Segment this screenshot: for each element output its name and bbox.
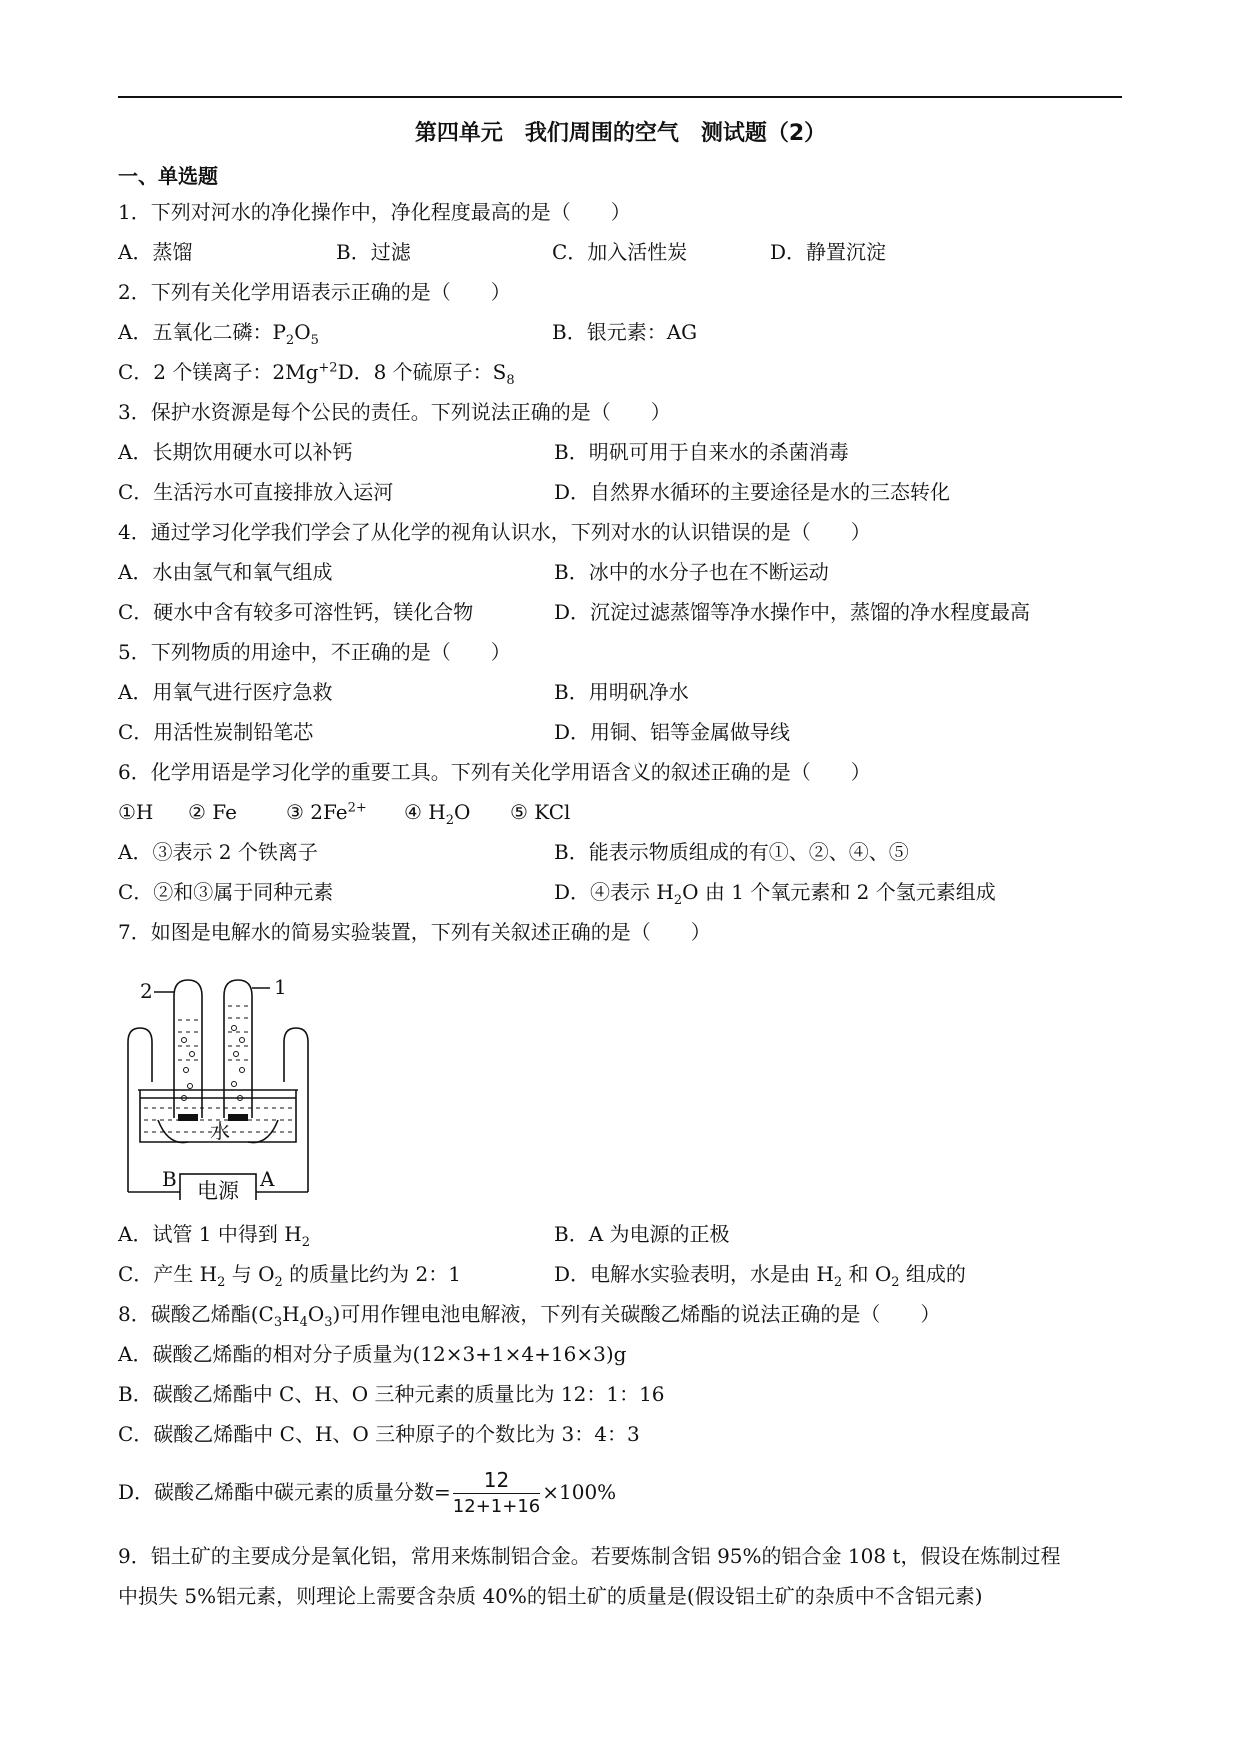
q2-option-a[interactable]: A．五氧化二磷：$P_2O_5$ <box>118 320 319 348</box>
q2-option-b[interactable]: B．银元素：AG <box>552 320 698 344</box>
q6-item-5: ⑤ KCl <box>510 800 571 824</box>
q6-item-3: ③ $2Fe^{2+}$ <box>286 800 367 824</box>
q8-option-b[interactable]: B．碳酸乙烯酯中 C、H、O 三种元素的质量比为 12：1：16 <box>118 1382 665 1406</box>
q5-option-d[interactable]: D．用铜、铝等金属做导线 <box>554 720 791 744</box>
label-tube-1: 1 <box>274 975 287 999</box>
q4-option-a[interactable]: A．水由氢气和氧气组成 <box>118 560 333 584</box>
section-heading: 一、单选题 <box>118 164 218 188</box>
q7-option-d[interactable]: D．电解水实验表明，水是由 $H_2$ 和 $O_2$ 组成的 <box>554 1262 966 1290</box>
q5-option-a[interactable]: A．用氧气进行医疗急救 <box>118 680 333 704</box>
q6-item-1: ①H <box>118 800 154 824</box>
q2-option-c[interactable]: C．2 个镁离子：$2Mg^{+2}$ <box>118 360 338 384</box>
q7-option-b[interactable]: B．A 为电源的正极 <box>554 1222 730 1246</box>
q8-option-a[interactable]: A．碳酸乙烯酯的相对分子质量为(12×3+1×4+16×3)g <box>118 1342 627 1366</box>
q6-option-b[interactable]: B．能表示物质组成的有①、②、④、⑤ <box>554 840 909 864</box>
header-rule <box>118 96 1122 98</box>
label-a: A <box>260 1167 275 1191</box>
label-power: 电源 <box>197 1179 239 1200</box>
q3-option-a[interactable]: A．长期饮用硬水可以补钙 <box>118 440 353 464</box>
q8-stem: 8．碳酸乙烯酯$(C_3H_4O_3)$可用作锂电池电解液，下列有关碳酸乙烯酯的说法正确的是（ ） <box>118 1302 941 1330</box>
q1-option-d[interactable]: D．静置沉淀 <box>770 240 887 264</box>
q6-stem: 6．化学用语是学习化学的重要工具。下列有关化学用语含义的叙述正确的是（ ） <box>118 760 871 784</box>
q3-option-d[interactable]: D．自然界水循环的主要途径是水的三态转化 <box>554 480 951 504</box>
q9-stem-line-1: 9．铝土矿的主要成分是氧化铝，常用来炼制铝合金。若要炼制含铝 95%的铝合金 108 t，假设在炼制过程 <box>118 1544 1061 1568</box>
label-b: B <box>162 1167 177 1191</box>
q2-stem: 2．下列有关化学用语表示正确的是（ ） <box>118 280 511 304</box>
q4-option-b[interactable]: B．冰中的水分子也在不断运动 <box>554 560 829 584</box>
q8-option-d[interactable]: D．碳酸乙烯酯中碳元素的质量分数= $\frac{12}{12+1+16}$ ×100% <box>118 1462 616 1522</box>
label-tube-2: 2 <box>140 979 153 1003</box>
q5-option-b[interactable]: B．用明矾净水 <box>554 680 689 704</box>
label-water: 水 <box>210 1119 230 1143</box>
q6-option-c[interactable]: C．②和③属于同种元素 <box>118 880 334 904</box>
q1-stem: 1．下列对河水的净化操作中，净化程度最高的是（ ） <box>118 200 631 224</box>
q4-option-d[interactable]: D．沉淀过滤蒸馏等净水操作中，蒸馏的净水程度最高 <box>554 600 1031 624</box>
q6-option-d[interactable]: D．④表示 $H_2O$ 由 1 个氧元素和 2 个氢元素组成 <box>554 880 996 908</box>
q1-option-c[interactable]: C．加入活性炭 <box>552 240 688 264</box>
q2-option-d[interactable]: D．8 个硫原子：$S_8$ <box>337 360 515 388</box>
q7-stem: 7．如图是电解水的简易实验装置，下列有关叙述正确的是（ ） <box>118 920 711 944</box>
q7-option-a[interactable]: A．试管 1 中得到 $H_2$ <box>118 1222 310 1250</box>
q3-option-c[interactable]: C．生活污水可直接排放入运河 <box>118 480 394 504</box>
mass-fraction-formula: $\frac{12}{12+1+16}$ <box>452 1468 541 1517</box>
q3-option-b[interactable]: B．明矾可用于自来水的杀菌消毒 <box>554 440 849 464</box>
q6-items <box>118 796 598 828</box>
q5-option-c[interactable]: C．用活性炭制铅笔芯 <box>118 720 314 744</box>
q1-option-b[interactable]: B．过滤 <box>336 240 411 264</box>
q6-item-2: ② Fe <box>188 800 237 824</box>
q7-option-c[interactable]: C．产生 $H_2$ 与 $O_2$ 的质量比约为 2：1 <box>118 1262 461 1290</box>
q1-option-a[interactable]: A．蒸馏 <box>118 240 193 264</box>
q3-stem: 3．保护水资源是每个公民的责任。下列说法正确的是（ ） <box>118 400 671 424</box>
q4-stem: 4．通过学习化学我们学会了从化学的视角认识水，下列对水的认识错误的是（ ） <box>118 520 871 544</box>
q5-stem: 5．下列物质的用途中，不正确的是（ ） <box>118 640 511 664</box>
q9-stem-line-2: 中损失 5%铝元素，则理论上需要含杂质 40%的铝土矿的质量是(假设铝土矿的杂质中不含铝元素) <box>118 1584 983 1608</box>
q6-item-4: ④ $H_2O$ <box>404 800 471 828</box>
page-title: 第四单元 我们周围的空气 测试题（2） <box>414 121 827 146</box>
q2-option-cd[interactable] <box>118 356 515 388</box>
electrolysis-apparatus-diagram <box>118 970 318 1200</box>
q6-option-a[interactable]: A．③表示 2 个铁离子 <box>118 840 318 864</box>
q8-option-c[interactable]: C．碳酸乙烯酯中 C、H、O 三种原子的个数比为 3：4：3 <box>118 1422 640 1446</box>
q4-option-c[interactable]: C．硬水中含有较多可溶性钙，镁化合物 <box>118 600 474 624</box>
